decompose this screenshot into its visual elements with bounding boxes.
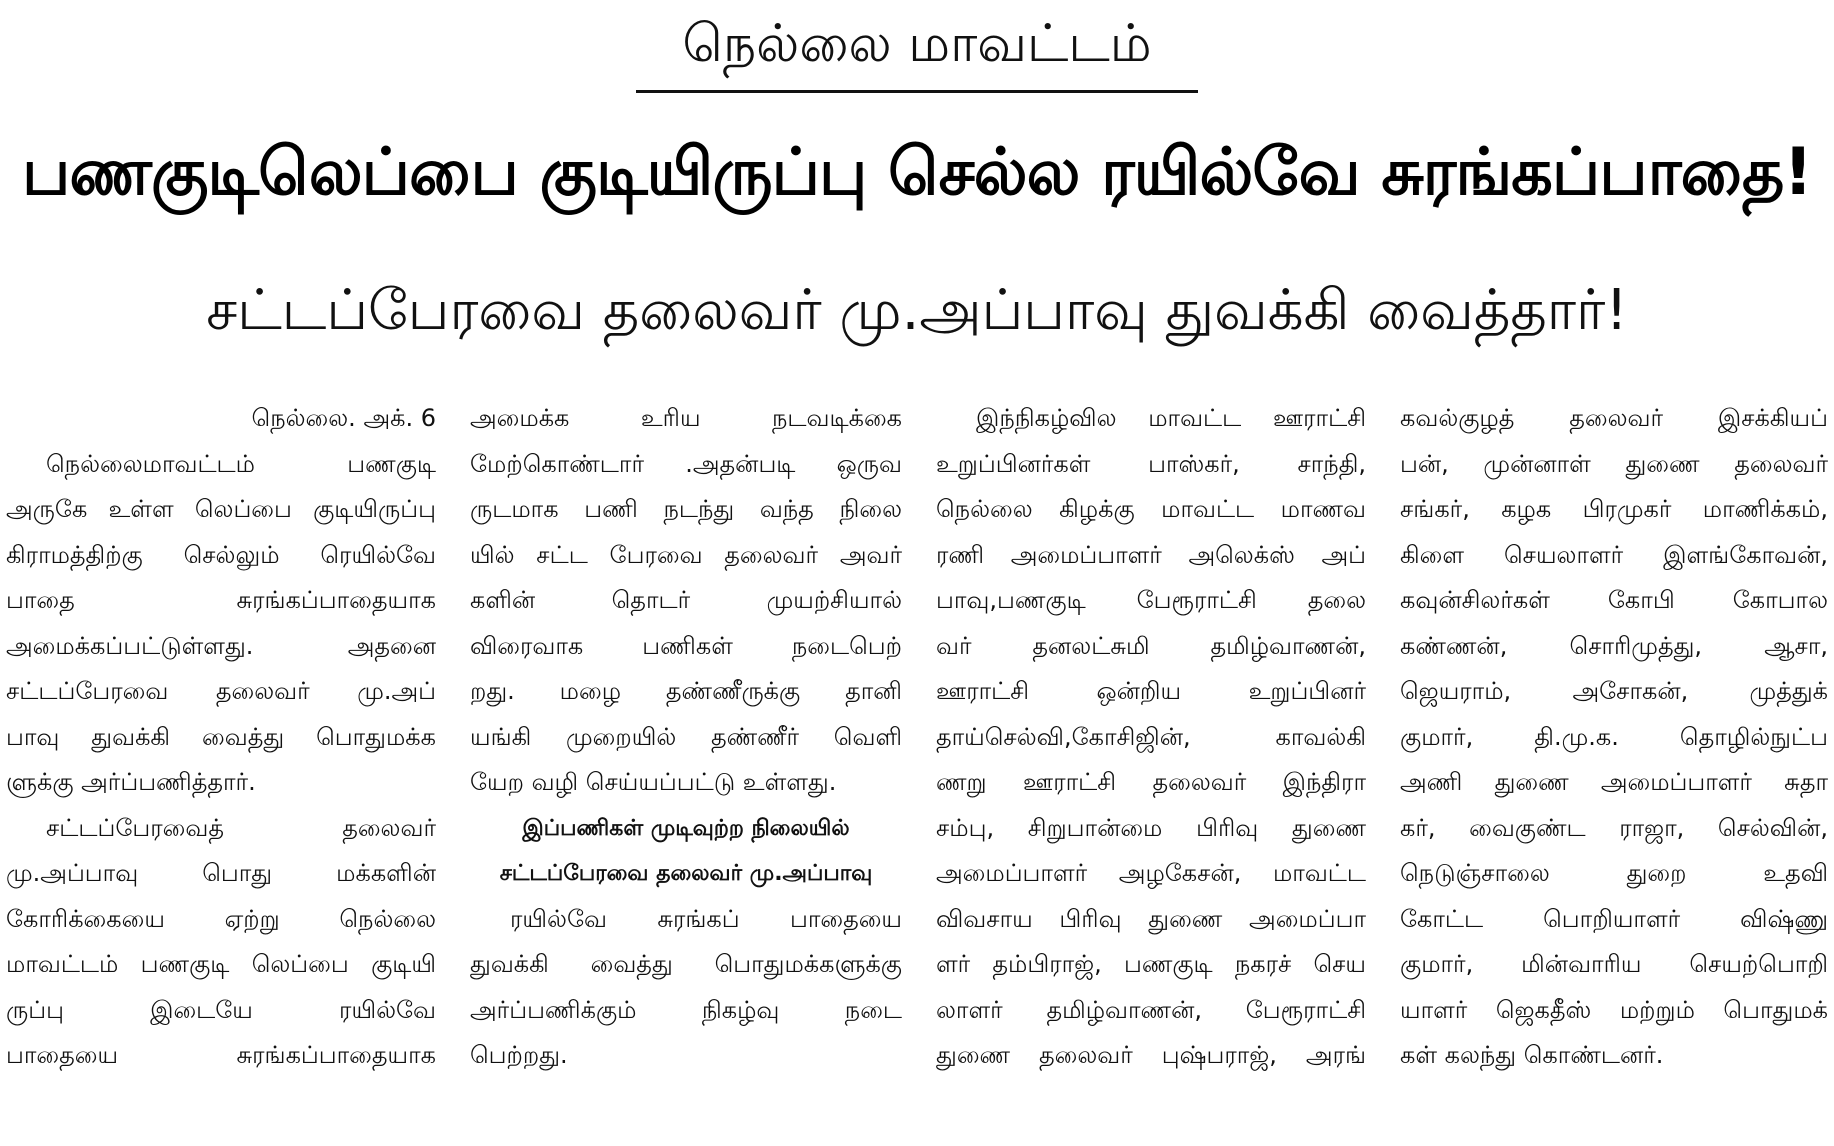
text-line: பாதை சுரங்கப்பாதையாக <box>6 586 436 614</box>
text-line: தாய்செல்வி,கோசிஜின், காவல்கி <box>936 722 1366 751</box>
text-line: பாதையை சுரங்கப்பாதையாக <box>6 1041 436 1069</box>
text-line: யேற வழி செய்யப்பட்டு உள்ளது. <box>470 768 837 796</box>
subheadline: சட்டப்பேரவை தலைவர் மு.அப்பாவு துவக்கி வைத்தார்! <box>206 278 1628 343</box>
article-column-3 <box>936 396 1366 1136</box>
text-line: சட்டப்பேரவை தலைவர் மு.அப் <box>6 677 436 705</box>
text-line: கண்ணன், சொரிமுத்து, ஆசா, <box>1400 631 1828 660</box>
text-line: கர், வைகுண்ட ராஜா, செல்வின், <box>1400 813 1828 842</box>
text-line: யங்கி முறையில் தண்ணீர் வெளி <box>470 722 902 751</box>
section-kicker: நெல்லை மாவட்டம் <box>682 14 1152 74</box>
text-line: ருடமாக பணி நடந்து வந்த நிலை <box>470 495 902 523</box>
text-line: ரணி அமைப்பாளர் அலெக்ஸ் அப் <box>936 540 1366 569</box>
text-line: மேற்கொண்டார் .அதன்படி ஒருவ <box>470 449 902 478</box>
text-line: கவுன்சிலர்கள் கோபி கோபால <box>1400 586 1828 614</box>
text-line: அமைக்கப்பட்டுள்ளது. அதனை <box>6 631 436 660</box>
kicker-underline <box>636 90 1198 93</box>
text-line: துவக்கி வைத்து பொதுமக்களுக்கு <box>470 950 902 978</box>
text-line: கவல்குழத் தலைவர் இசக்கியப் <box>1400 404 1828 432</box>
text-line: சட்டப்பேரவைத் தலைவர் <box>46 813 436 842</box>
headline: பணகுடிலெப்பை குடியிருப்பு செல்ல ரயில்வே சுரங்கப்பாதை! <box>21 135 1813 210</box>
text-line: யில் சட்ட பேரவை தலைவர் அவர் <box>470 540 902 569</box>
text-line: கிளை செயலாளர் இளங்கோவன், <box>1400 540 1828 569</box>
text-line: குமார், தி.மு.க. தொழில்நுட்ப <box>1400 722 1828 751</box>
text-line: அர்ப்பணிக்கும் நிகழ்வு நடை <box>470 995 902 1024</box>
text-line: கள் கலந்து கொண்டனர். <box>1400 1041 1664 1069</box>
text-line: மு.அப்பாவு பொது மக்களின் <box>6 859 436 887</box>
article-column-2 <box>470 396 902 1136</box>
text-line: குமார், மின்வாரிய செயற்பொறி <box>1400 950 1828 978</box>
text-line: அணி துணை அமைப்பாளர் சுதா <box>1400 768 1828 796</box>
crosshead-line: இப்பணிகள் முடிவுற்ற நிலையில் <box>522 815 850 841</box>
text-line: அருகே உள்ள லெப்பை குடியிருப்பு <box>6 495 436 523</box>
text-line: ளுக்கு அர்ப்பணித்தார். <box>6 768 256 796</box>
text-line: நெடுஞ்சாலை துறை உதவி <box>1400 859 1828 887</box>
text-line: அமைக்க உரிய நடவடிக்கை <box>470 404 902 432</box>
text-line: பெற்றது. <box>470 1041 568 1069</box>
text-line: மாவட்டம் பணகுடி லெப்பை குடியி <box>6 950 436 978</box>
text-line: உறுப்பினர்கள் பாஸ்கர், சாந்தி, <box>936 449 1366 478</box>
text-line: ளர் தம்பிராஜ், பணகுடி நகரச் செய <box>936 950 1366 978</box>
dateline: நெல்லை. அக். 6 <box>251 404 436 432</box>
text-line: நெல்லை கிழக்கு மாவட்ட மாணவ <box>936 495 1366 523</box>
text-line: ஊராட்சி ஒன்றிய உறுப்பினர் <box>936 677 1366 705</box>
text-line: றது. மழை தண்ணீருக்கு தானி <box>470 677 902 705</box>
text-line: லாளர் தமிழ்வாணன், பேரூராட்சி <box>936 995 1366 1024</box>
crosshead-line: சட்டப்பேரவை தலைவர் மு.அப்பாவு <box>499 861 873 886</box>
text-line: கிராமத்திற்கு செல்லும் ரெயில்வே <box>6 540 436 569</box>
text-line: பாவு,பணகுடி பேரூராட்சி தலை <box>936 586 1366 614</box>
text-line: துணை தலைவர் புஷ்பராஜ், அரங் <box>936 1041 1366 1069</box>
text-line: கோட்ட பொறியாளர் விஷ்ணு <box>1400 904 1828 933</box>
text-line: சம்பு, சிறுபான்மை பிரிவு துணை <box>936 813 1366 842</box>
text-line: கோரிக்கையை ஏற்று நெல்லை <box>6 904 436 933</box>
article-column-1 <box>6 396 436 1136</box>
text-line: விரைவாக பணிகள் நடைபெற் <box>470 631 902 660</box>
text-line: விவசாய பிரிவு துணை அமைப்பா <box>936 904 1366 933</box>
text-line: அமைப்பாளர் அழகேசன், மாவட்ட <box>936 859 1366 887</box>
text-line: வர் தனலட்சுமி தமிழ்வாணன், <box>936 631 1366 660</box>
text-line: களின் தொடர் முயற்சியால் <box>470 586 902 614</box>
text-line: பாவு துவக்கி வைத்து பொதுமக்க <box>6 722 436 751</box>
text-line: இந்நிகழ்வில மாவட்ட ஊராட்சி <box>976 404 1366 432</box>
text-line: ரயில்வே சுரங்கப் பாதையை <box>510 904 902 933</box>
text-line: பன், முன்னாள் துணை தலைவர் <box>1400 449 1828 478</box>
text-line: ணறு ஊராட்சி தலைவர் இந்திரா <box>936 768 1366 796</box>
text-line: ருப்பு இடையே ரயில்வே <box>6 995 436 1024</box>
text-line: ஜெயராம், அசோகன், முத்துக் <box>1400 677 1828 705</box>
text-line: சங்கர், கழக பிரமுகர் மாணிக்கம், <box>1400 495 1828 523</box>
text-line: யாளர் ஜெகதீஸ் மற்றும் பொதுமக் <box>1400 995 1828 1024</box>
text-line: நெல்லைமாவட்டம் பணகுடி <box>46 449 436 478</box>
article-column-4 <box>1400 396 1828 1136</box>
